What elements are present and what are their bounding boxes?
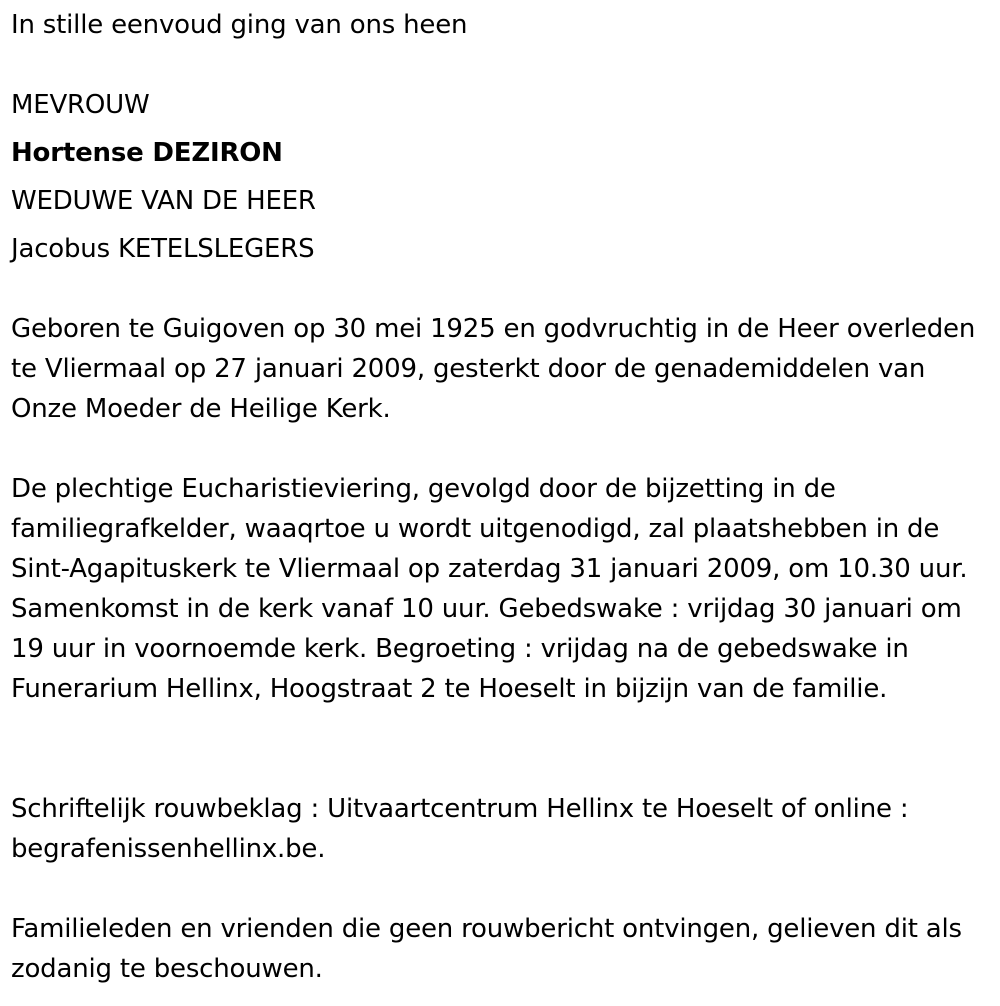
widow-of-line: WEDUWE VAN DE HEER: [11, 186, 316, 216]
deceased-name: Hortense DEZIRON: [11, 138, 283, 168]
title-line: MEVROUW: [11, 90, 150, 120]
birth-death-paragraph: Geboren te Guigoven op 30 mei 1925 en godvruchtig in de Heer overleden te Vliermaal op 27 januari 2009, gesterkt door de genademiddelen van Onze Moeder de Heilige Kerk.: [11, 314, 976, 424]
ceremony-paragraph: De plechtige Eucharistieviering, gevolgd door de bijzetting in de familiegrafkelder, waaqrtoe u wordt uitgenodigd, zal plaatshebben in de Sint-Agapituskerk te Vliermaal op zaterdag 31 januari 2009, om 10.30 uur. Samenkomst in de kerk vanaf 10 uur. Gebedswake : vrijdag 30 januari om 19 uur in voornoemde kerk. Begroeting : vrijdag na de gebedswake in Funerarium Hellinx, Hoogstraat 2 te Hoeselt in bijzijn van de familie.: [11, 474, 968, 704]
intro-line: In stille eenvoud ging van ons heen: [11, 10, 468, 40]
spouse-name: Jacobus KETELSLEGERS: [11, 234, 315, 264]
condolence-paragraph: Schriftelijk rouwbeklag : Uitvaartcentrum Hellinx te Hoeselt of online : begrafenissenhellinx.be.: [11, 794, 909, 864]
closing-paragraph: Familieleden en vrienden die geen rouwbericht ontvingen, gelieven dit als zodanig te beschouwen.: [11, 914, 962, 984]
